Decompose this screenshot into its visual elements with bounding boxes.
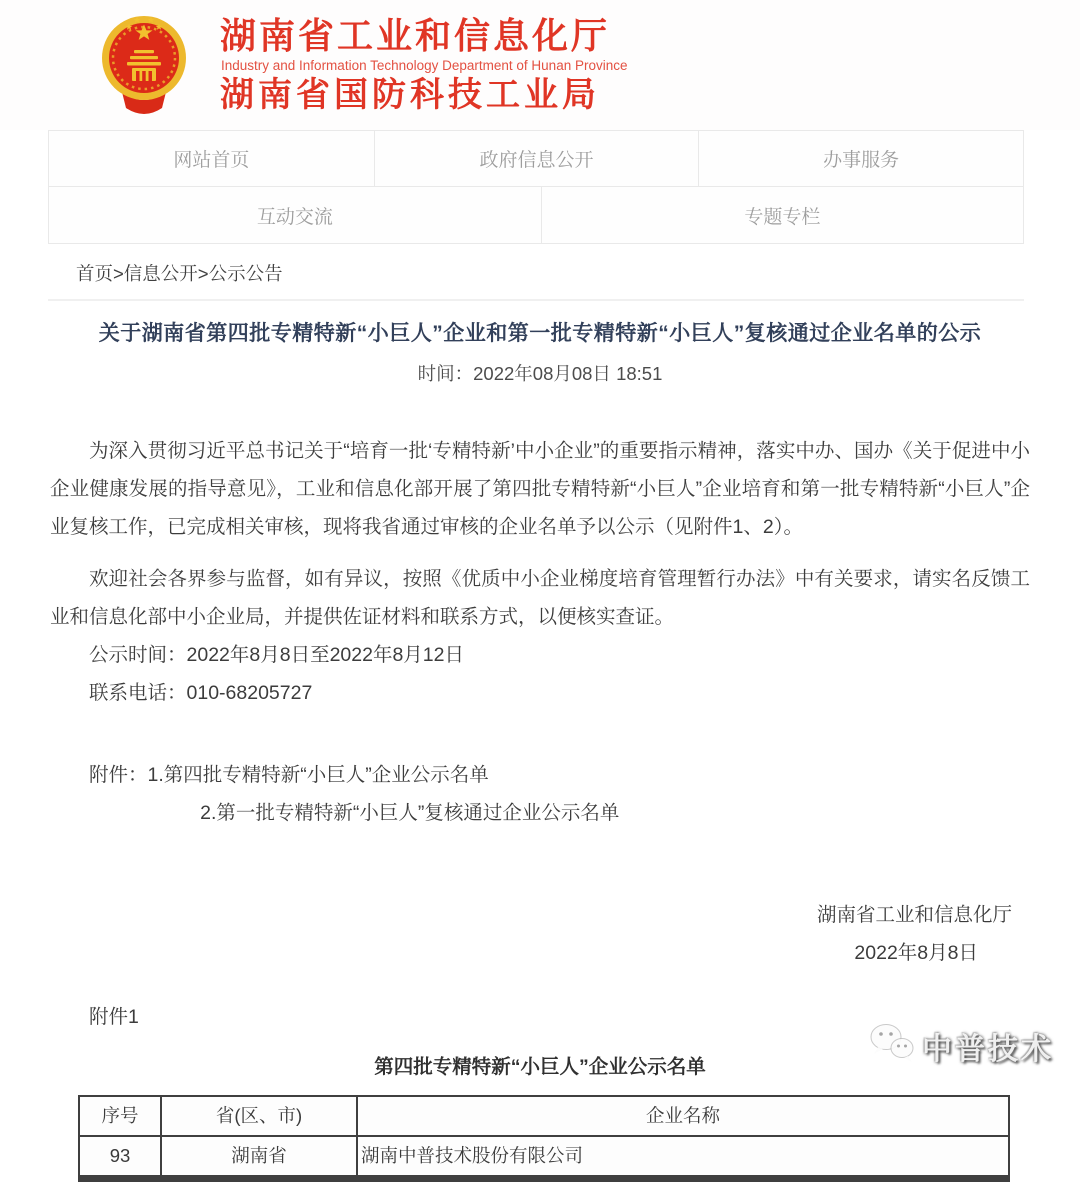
- signature-org: 湖南省工业和信息化厅: [816, 904, 1012, 926]
- nav-item-gov-info[interactable]: 政府信息公开: [374, 131, 699, 186]
- article-body: [50, 432, 1030, 1182]
- china-national-emblem-icon: [92, 8, 196, 123]
- org-name-en: Industry and Information Technology Department of Hunan Province: [221, 57, 628, 73]
- annex-label: 附件1: [89, 1006, 139, 1028]
- column-header-company: 企业名称: [357, 1096, 1009, 1136]
- cell-company: 湖南中普技术股份有限公司: [357, 1136, 1009, 1179]
- article-paragraph-1: 为深入贯彻习近平总书记关于“培育一批‘专精特新’中小企业”的重要指示精神，落实中办、国办《关于促进中小企业健康发展的指导意见》，工业和信息化部开展了第四批专精特新“小巨人”企业培育和第一批专精特新“小巨人”企业复核工作，已完成相关审核，现将我省通过审核的企业名单予以公示（见附件1、2）。: [50, 440, 1030, 538]
- column-header-province: 省(区、市): [161, 1096, 357, 1136]
- main-nav: [48, 130, 1024, 244]
- article-title: 关于湖南省第四批专精特新“小巨人”企业和第一批专精特新“小巨人”复核通过企业名单的公示: [98, 322, 982, 345]
- nav-item-interaction[interactable]: 互动交流: [256, 206, 333, 228]
- cell-province: 湖南省: [161, 1136, 357, 1179]
- watermark-text: 中普技术: [922, 1032, 1054, 1066]
- signature-block: [50, 896, 1030, 972]
- org-name-cn: 湖南省工业和信息化厅: [220, 15, 611, 57]
- table-row: [79, 1136, 1009, 1179]
- nav-item-services[interactable]: 办事服务: [698, 131, 1023, 186]
- org-titles: [220, 16, 627, 114]
- article-paragraph-2: 欢迎社会各界参与监督，如有异议，按照《优质中小企业梯度培育管理暂行办法》中有关要求，请实名反馈工业和信息化部中小企业局，并提供佐证材料和联系方式，以便核实查证。: [50, 568, 1030, 628]
- attachment-item-1: 附件：1.第四批专精特新“小巨人”企业公示名单: [89, 764, 489, 786]
- nav-row-2: [49, 187, 1023, 243]
- column-header-seq: 序号: [79, 1096, 161, 1136]
- signature-date: 2022年8月8日: [854, 942, 978, 964]
- annex-table: [78, 1095, 1010, 1182]
- publicity-period-line: 公示时间：2022年8月8日至2022年8月12日: [89, 644, 464, 666]
- nav-item-home[interactable]: 网站首页: [173, 150, 250, 171]
- annex-table-header-row: [79, 1096, 1009, 1136]
- nav-item-special-topics[interactable]: 专题专栏: [541, 187, 1023, 243]
- nav-row-1: [49, 131, 1023, 187]
- annex-table-title: 第四批专精特新“小巨人”企业公示名单: [374, 1056, 706, 1078]
- cell-seq: 93: [79, 1136, 161, 1179]
- attachment-item-2: 2.第一批专精特新“小巨人”复核通过企业公示名单: [200, 802, 620, 824]
- org-name2-cn: 湖南省国防科技工业局: [220, 75, 600, 114]
- article-time: 时间：2022年08月08日 18:51: [417, 363, 663, 384]
- contact-phone-line: 联系电话：010-68205727: [89, 682, 313, 704]
- breadcrumb[interactable]: 首页>信息公开>公示公告: [48, 244, 1024, 301]
- site-header: [0, 0, 1080, 130]
